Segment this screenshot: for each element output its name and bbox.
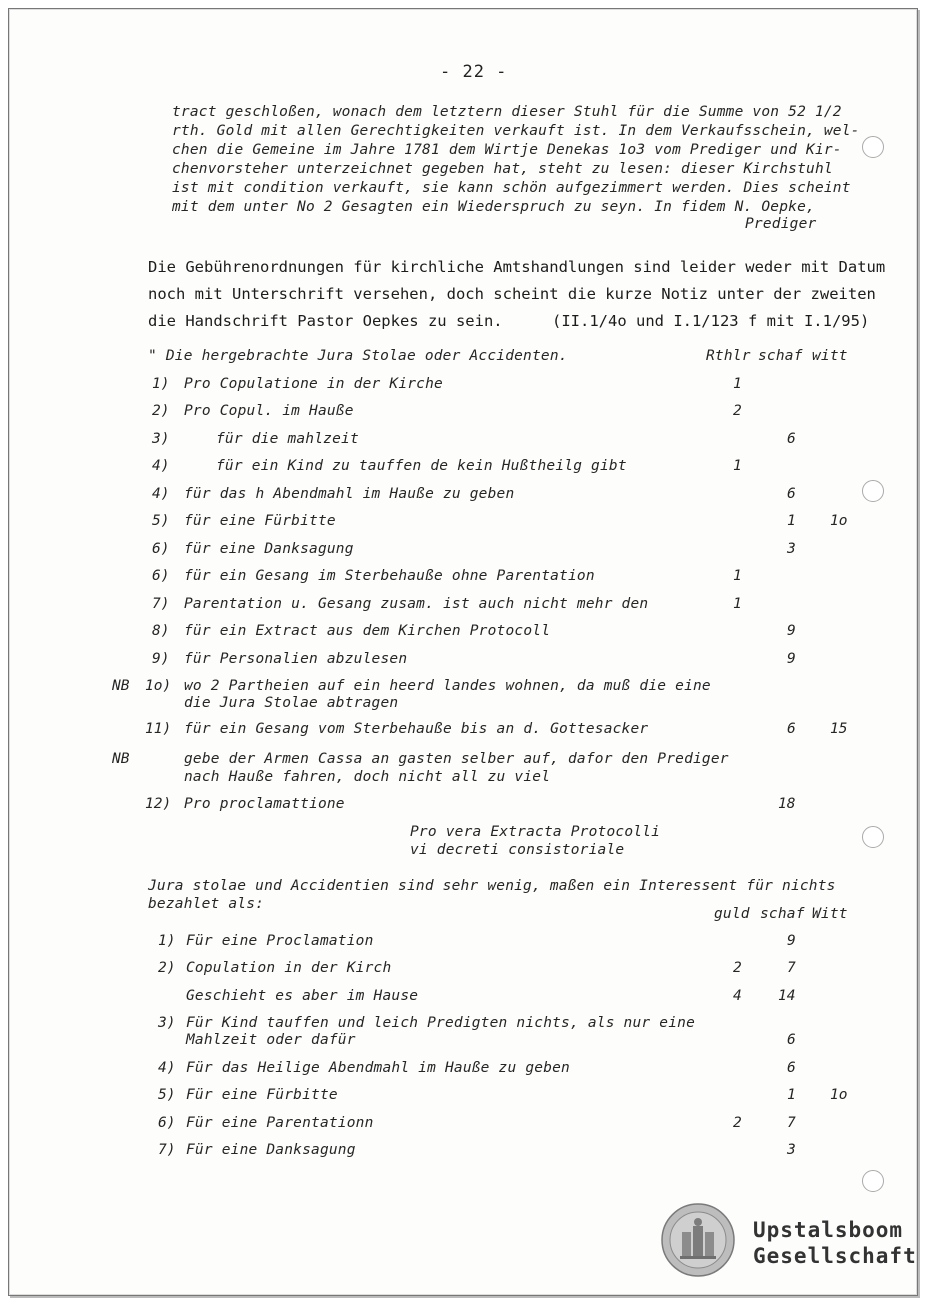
row-text-continued: die Jura Stolae abtragen — [184, 695, 399, 711]
row-value-rthlr: 1 — [733, 458, 742, 474]
row-text: Für das Heilige Abendmahl im Hauße zu geben — [186, 1060, 570, 1076]
logo-line-2: Gesellschaft — [753, 1244, 917, 1268]
row-number: 6) — [158, 1115, 176, 1131]
row-value-rthlr: 1 — [733, 568, 742, 584]
row-value-rthlr: 2 — [733, 403, 742, 419]
row-value-schaf: 6 — [787, 1060, 796, 1076]
letter-line: rth. Gold mit allen Gerechtigkeiten verkauft ist. In dem Verkaufsschein, wel- — [172, 123, 860, 139]
column-header-witt: Witt — [812, 906, 848, 922]
row-value-schaf: 9 — [787, 933, 796, 949]
row-number: 7) — [152, 596, 170, 612]
row-value-guld: 2 — [733, 960, 742, 976]
column-header-rthlr: Rthlr — [706, 348, 751, 364]
letter-line: ist mit condition verkauft, sie kann schön aufgezimmert werden. Dies scheint — [172, 180, 851, 196]
intro-line: bezahlet als: — [148, 896, 265, 912]
row-text: für das h Abendmahl im Hauße zu geben — [184, 486, 515, 502]
row-text: für ein Gesang im Sterbehauße ohne Parentation — [184, 568, 595, 584]
row-value-schaf: 9 — [787, 651, 796, 667]
row-value-guld: 4 — [733, 988, 742, 1004]
nb-mark: NB — [112, 751, 130, 767]
row-text: Geschieht es aber im Hause — [186, 988, 419, 1004]
row-text: für eine Fürbitte — [184, 513, 336, 529]
punch-hole — [862, 136, 884, 158]
logo-line-1: Upstalsboom — [753, 1218, 904, 1242]
intro-line: Jura stolae und Accidentien sind sehr wenig, maßen ein Interessent für nichts — [148, 878, 836, 894]
row-text: Pro proclamattione — [184, 796, 345, 812]
row-number: 12) — [145, 796, 172, 812]
letter-line: chen die Gemeine im Jahre 1781 dem Wirtje Denekas 1o3 vom Prediger und Kir- — [172, 142, 842, 158]
row-value-schaf: 1 — [787, 1087, 796, 1103]
signature-title: Prediger — [745, 216, 817, 232]
commentary-line: noch mit Unterschrift versehen, doch scheint die kurze Notiz unter der zweiten — [148, 285, 876, 303]
row-number: 5) — [152, 513, 170, 529]
row-number: 9) — [152, 651, 170, 667]
column-header-schaf: schaf — [760, 906, 805, 922]
row-text: Parentation u. Gesang zusam. ist auch nicht mehr den — [184, 596, 649, 612]
closing-line: vi decreti consistoriale — [410, 842, 625, 858]
row-number: 7) — [158, 1142, 176, 1158]
row-text: für die mahlzeit — [216, 431, 359, 447]
row-text: für ein Extract aus dem Kirchen Protocoll — [184, 623, 551, 639]
row-number: 5) — [158, 1087, 176, 1103]
row-number: 3) — [152, 431, 170, 447]
closing-line: Pro vera Extracta Protocolli — [410, 824, 661, 840]
row-number: 4) — [152, 486, 170, 502]
row-text-continued: Mahlzeit oder dafür — [186, 1032, 356, 1048]
row-number: 1) — [152, 376, 170, 392]
row-value-guld: 2 — [733, 1115, 742, 1131]
row-number: 8) — [152, 623, 170, 639]
row-number: 1o) — [145, 678, 172, 694]
row-value-schaf: 6 — [787, 1032, 796, 1048]
seal-icon — [660, 1202, 736, 1278]
letter-line: chenvorsteher unterzeichnet gegeben hat, steht zu lesen: dieser Kirchstuhl — [172, 161, 833, 177]
punch-hole — [862, 826, 884, 848]
row-value-schaf: 3 — [787, 1142, 796, 1158]
row-number: 3) — [158, 1015, 176, 1031]
row-value-schaf: 14 — [778, 988, 796, 1004]
row-value-schaf: 18 — [778, 796, 796, 812]
punch-hole — [862, 480, 884, 502]
letter-line: mit dem unter No 2 Gesagten ein Wiederspruch zu seyn. In fidem N. Oepke, — [172, 199, 815, 215]
row-text: Für eine Fürbitte — [186, 1087, 338, 1103]
column-header-guld: guld — [714, 906, 750, 922]
row-text: Copulation in der Kirch — [186, 960, 392, 976]
nb-mark: NB — [112, 678, 130, 694]
row-number: 6) — [152, 541, 170, 557]
row-value-rthlr: 1 — [733, 376, 742, 392]
page-number: - 22 - — [440, 62, 508, 82]
row-number: 4) — [152, 458, 170, 474]
row-number: 1) — [158, 933, 176, 949]
row-number: 4) — [158, 1060, 176, 1076]
row-text: Für Kind tauffen und leich Predigten nichts, als nur eine — [186, 1015, 695, 1031]
row-text: wo 2 Partheien auf ein heerd landes wohnen, da muß die eine — [184, 678, 711, 694]
commentary-reference: (II.1/4o und I.1/123 f mit I.1/95) — [552, 312, 870, 330]
row-text: für Personalien abzulesen — [184, 651, 408, 667]
row-value-schaf: 7 — [787, 1115, 796, 1131]
column-header-witt: witt — [812, 348, 848, 364]
row-text-continued: nach Hauße fahren, doch nicht all zu viel — [184, 769, 551, 785]
row-number: 2) — [152, 403, 170, 419]
row-text: Pro Copul. im Hauße — [184, 403, 354, 419]
row-text: Für eine Parentationn — [186, 1115, 374, 1131]
row-value-schaf: 6 — [787, 721, 796, 737]
row-text: für eine Danksagung — [184, 541, 354, 557]
letter-line: tract geschloßen, wonach dem letztern dieser Stuhl für die Summe von 52 1/2 — [172, 104, 842, 120]
row-text: gebe der Armen Cassa an gasten selber auf, dafor den Prediger — [184, 751, 729, 767]
row-text: für ein Kind zu tauffen de kein Hußtheilg gibt — [216, 458, 627, 474]
row-value-schaf: 6 — [787, 486, 796, 502]
upstalsboom-logo — [660, 1202, 917, 1280]
row-value-witt: 1o — [830, 1087, 848, 1103]
row-number: 11) — [145, 721, 172, 737]
list-title: " Die hergebrachte Jura Stolae oder Accidenten. — [148, 348, 568, 364]
row-text: für ein Gesang vom Sterbehauße bis an d. Gottesacker — [184, 721, 649, 737]
row-text: Pro Copulatione in der Kirche — [184, 376, 443, 392]
row-value-rthlr: 1 — [733, 596, 742, 612]
column-header-schaf: schaf — [758, 348, 803, 364]
commentary-line: Die Gebührenordnungen für kirchliche Amtshandlungen sind leider weder mit Datum — [148, 258, 886, 276]
row-value-schaf: 6 — [787, 431, 796, 447]
commentary-line: die Handschrift Pastor Oepkes zu sein. — [148, 312, 503, 330]
row-text: Für eine Danksagung — [186, 1142, 356, 1158]
row-value-schaf: 1 — [787, 513, 796, 529]
row-text: Für eine Proclamation — [186, 933, 374, 949]
row-value-witt: 15 — [830, 721, 848, 737]
row-value-schaf: 3 — [787, 541, 796, 557]
row-value-schaf: 9 — [787, 623, 796, 639]
punch-hole — [862, 1170, 884, 1192]
row-number: 6) — [152, 568, 170, 584]
row-value-schaf: 7 — [787, 960, 796, 976]
row-value-witt: 1o — [830, 513, 848, 529]
row-number: 2) — [158, 960, 176, 976]
